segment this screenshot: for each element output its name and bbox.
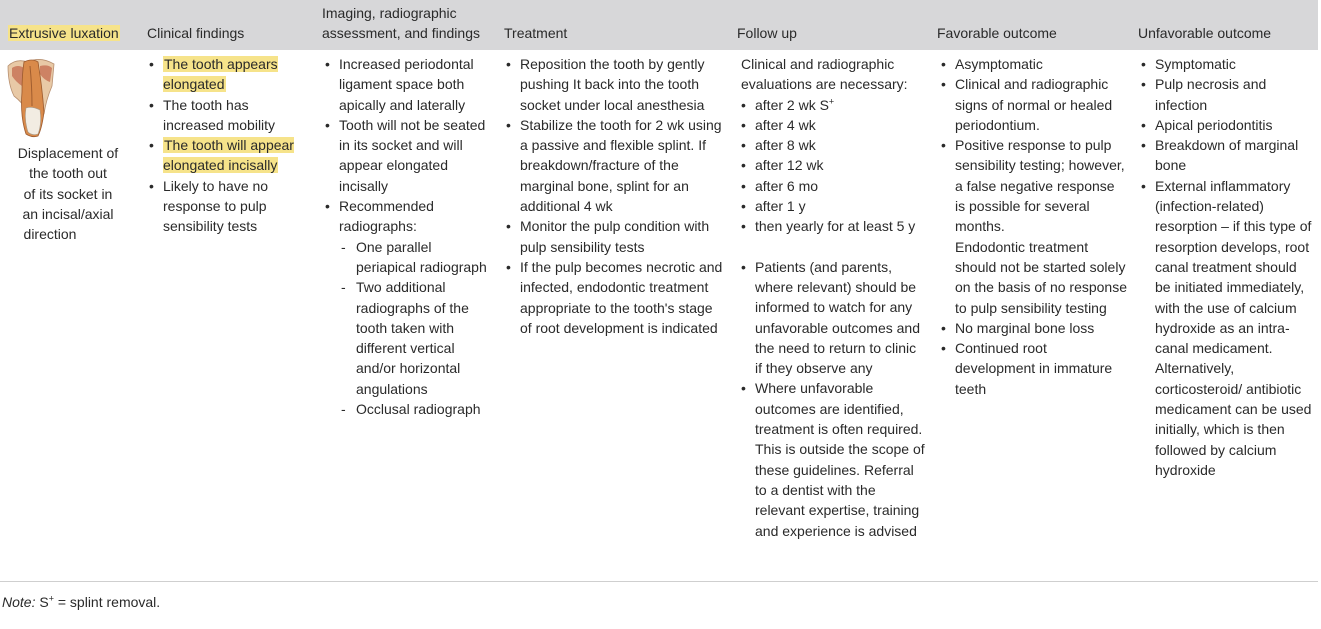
list-item: • Recommended radiographs: - One parallel periapical radiograph - Two additional radiographs of the tooth taken with different vertical and/or horizontal angulations - Occlusal radiograph — [323, 196, 491, 419]
list-item: • Pulp necrosis and infection — [1139, 74, 1315, 115]
list-item: • after 1 y — [739, 196, 925, 216]
list-item: • The tooth has increased mobility — [147, 95, 312, 136]
follow-up-list — [739, 54, 925, 541]
list-item: • after 4 wk — [739, 115, 925, 135]
header-clinical-findings: Clinical findings — [147, 25, 245, 41]
favorable-outcome-note: Endodontic treatment should not be started solely on the basis of no response to pulp sensibility testing — [955, 238, 1128, 316]
list-item: • Clinical and radiographic signs of normal or healed periodontium. — [939, 74, 1127, 135]
header-treatment: Treatment — [504, 25, 568, 41]
unfavorable-outcome-list — [1139, 54, 1315, 480]
list-item: • Breakdown of marginal bone — [1139, 135, 1315, 176]
list-item: • Monitor the pulp condition with pulp sensibility tests — [504, 216, 726, 257]
list-item: • after 12 wk — [739, 155, 925, 175]
list-item: • Positive response to pulp sensibility testing; however, a false negative response is possible for several months. — [939, 135, 1127, 236]
list-item: • Likely to have no response to pulp sensibility tests — [147, 176, 312, 237]
list-item: • Stabilize the tooth for 2 wk using a passive and flexible splint. If breakdown/fracture of the marginal bone, splint for an additional 4 wk — [504, 115, 726, 216]
list-item: • External inflammatory (infection-related) resorption – if this type of resorption develops, root canal treatment should be initiated immediately, with the use of calcium hydroxide as an intra-canal medicament. Alternatively, corticosteroid/ antibiotic medicament can be used initially, which is then followed by calcium hydroxide — [1139, 176, 1315, 480]
table-footnote: Note: S+ = splint removal. — [2, 593, 161, 610]
list-item: • The tooth will appear elongated incisally — [147, 135, 312, 176]
follow-up-intro: Clinical and radiographic evaluations are necessary: — [741, 56, 908, 93]
imaging-list — [323, 54, 491, 419]
header-favorable-outcome: Favorable outcome — [937, 25, 1057, 41]
treatment-list — [504, 54, 726, 338]
header-unfavorable-outcome: Unfavorable outcome — [1138, 25, 1272, 41]
sub-list-item: - Two additional radiographs of the tooth taken with different vertical and/or horizontal angulations — [339, 277, 491, 399]
list-item: • Patients (and parents, where relevant) should be informed to watch for any unfavorable outcomes and the need to return to clinic if they observe any — [739, 257, 925, 379]
header-imaging: Imaging, radiographic assessment, and findings — [322, 5, 480, 41]
list-item: • then yearly for at least 5 y — [739, 216, 925, 236]
list-item: • Increased periodontal ligament space both apically and laterally — [323, 54, 491, 115]
list-item: • Symptomatic — [1139, 54, 1315, 74]
sub-list-item: - One parallel periapical radiograph — [339, 237, 491, 278]
list-item: • Tooth will not be seated in its socket and will appear elongated incisally — [323, 115, 491, 196]
list-item: • Where unfavorable outcomes are identified, treatment is often required. This is outside the scope of these guidelines. Referral to a dentist with the relevant expertise, training and experience is advised — [739, 378, 925, 540]
injury-description: Displacement of the tooth out of its socket in an incisal/axial direction — [17, 145, 119, 243]
sub-list-item: - Occlusal radiograph — [339, 399, 491, 419]
list-item: • If the pulp becomes necrotic and infected, endodontic treatment appropriate to the tooth's stage of root development is indicated — [504, 257, 726, 338]
list-item: • No marginal bone loss — [939, 318, 1127, 338]
list-item: • after 8 wk — [739, 135, 925, 155]
favorable-outcome-list — [939, 54, 1127, 399]
table-header — [0, 0, 1318, 50]
list-item: • Continued root development in immature teeth — [939, 338, 1127, 399]
table-bottom-rule — [0, 581, 1318, 582]
list-item: • Apical periodontitis — [1139, 115, 1315, 135]
clinical-findings-list — [147, 54, 312, 237]
header-injury-type: Extrusive luxation — [9, 25, 119, 41]
header-follow-up: Follow up — [737, 25, 797, 41]
extruded-tooth-illustration — [6, 56, 58, 138]
list-item: • after 2 wk S+ — [739, 95, 925, 115]
list-item: • The tooth appears elongated — [147, 54, 312, 95]
list-item: • Reposition the tooth by gently pushing It back into the tooth socket under local anesthesia — [504, 54, 726, 115]
list-item: • after 6 mo — [739, 176, 925, 196]
list-item: • Asymptomatic — [939, 54, 1127, 74]
